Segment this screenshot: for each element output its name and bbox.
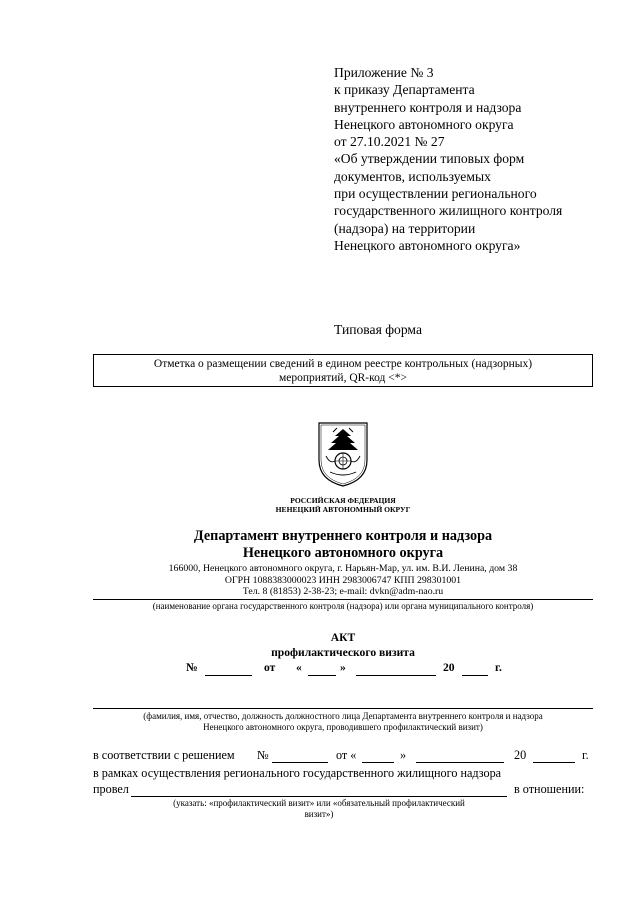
dept-line2: Ненецкого автономного округа (242, 545, 444, 561)
act-open-quote: « (296, 661, 302, 674)
decision-no-label: № (257, 748, 269, 762)
country-line1: РОССИЙСКАЯ ФЕДЕРАЦИЯ (290, 496, 396, 505)
appendix-line: внутреннего контроля и надзора (334, 99, 522, 115)
decision-row (0, 748, 640, 766)
act-number-field[interactable] (205, 675, 252, 676)
department-contacts (120, 563, 566, 598)
decision-prefix: в соответствии с решением (93, 748, 235, 762)
ids-line: ОГРН 1088383000023 ИНН 2983006747 КПП 298301001 (224, 574, 462, 586)
decision-day-field[interactable] (362, 762, 394, 763)
visit-type-caption (131, 798, 507, 820)
dept-line1: Департамент внутреннего контроля и надзора (193, 528, 493, 544)
act-year-suffix: г. (495, 661, 502, 674)
decision-framework: в рамках осуществления регионального государственного жилищного надзора (93, 766, 502, 780)
act-title: АКТ (330, 631, 356, 644)
country-heading (220, 496, 466, 514)
visit-type-field[interactable] (131, 796, 507, 797)
conducted-label: провел (93, 782, 129, 796)
address-line: 166000, Ненецкого автономного округа, г. Нарьян-Мар, ул. им. В.И. Ленина, дом 38 (168, 563, 518, 574)
inspector-caption-line1: (фамилия, имя, отчество, должность должностного лица Департамента внутреннего контроля и надзора (143, 711, 543, 721)
visit-type-caption-line2: визит») (304, 809, 334, 819)
appendix-header (334, 64, 634, 254)
register-mark-box (93, 354, 593, 387)
appendix-line: (надзора) на территории (334, 220, 476, 236)
decision-year-suffix: г. (582, 748, 589, 762)
appendix-line: Приложение № 3 (334, 65, 434, 80)
decision-from-label: от « (336, 748, 357, 762)
form-type-label: Типовая форма (334, 322, 422, 337)
act-month-field[interactable] (356, 675, 436, 676)
country-line2: НЕНЕЦКИЙ АВТОНОМНЫЙ ОКРУГ (275, 505, 411, 514)
act-number-date-row (0, 661, 640, 681)
decision-year-prefix: 20 (514, 748, 527, 762)
decision-number-field[interactable] (272, 762, 328, 763)
org-caption: (наименование органа государственного контроля (надзора) или органа муниципального контроля) (152, 601, 534, 611)
coat-of-arms-emblem (316, 420, 370, 488)
visit-type-caption-line1: (указать: «профилактический визит» или «обязательный профилактический (173, 798, 465, 808)
appendix-line: при осуществлении регионального (334, 186, 537, 202)
appendix-line: государственного жилищного контроля (334, 203, 563, 219)
inspector-caption (93, 711, 593, 733)
act-year-field[interactable] (462, 675, 488, 676)
department-title (120, 528, 566, 562)
org-rule (93, 599, 593, 600)
decision-month-field[interactable] (416, 762, 504, 763)
act-year-prefix: 20 (443, 661, 455, 674)
decision-year-field[interactable] (533, 762, 575, 763)
act-close-quote: » (340, 661, 346, 674)
inspector-caption-line2: Ненецкого автономного округа, проводившего профилактический визит) (203, 722, 483, 732)
register-box-line1: Отметка о размещении сведений в едином реестре контрольных (надзорных) (153, 358, 533, 370)
appendix-line: «Об утверждении типовых форм (334, 151, 525, 167)
act-day-field[interactable] (308, 675, 336, 676)
appendix-line: Ненецкого автономного округа (334, 116, 514, 132)
act-no-label: № (186, 661, 198, 674)
inspector-field[interactable] (93, 708, 593, 709)
act-from-label: от (264, 661, 276, 674)
act-subtitle: профилактического визита (271, 646, 415, 659)
register-box-line2: мероприятий, QR-код <*> (279, 372, 407, 384)
contacts-line: Тел. 8 (81853) 2-38-23; e-mail: dvkn@adm-nao.ru (242, 586, 444, 597)
appendix-line: Ненецкого автономного округа» (334, 237, 521, 253)
appendix-line: к приказу Департамента (334, 82, 475, 98)
appendix-line: от 27.10.2021 № 27 (334, 134, 445, 150)
regarding-label: в отношении: (514, 782, 585, 796)
decision-close-quote: » (400, 748, 407, 762)
appendix-line: документов, используемых (334, 168, 491, 184)
